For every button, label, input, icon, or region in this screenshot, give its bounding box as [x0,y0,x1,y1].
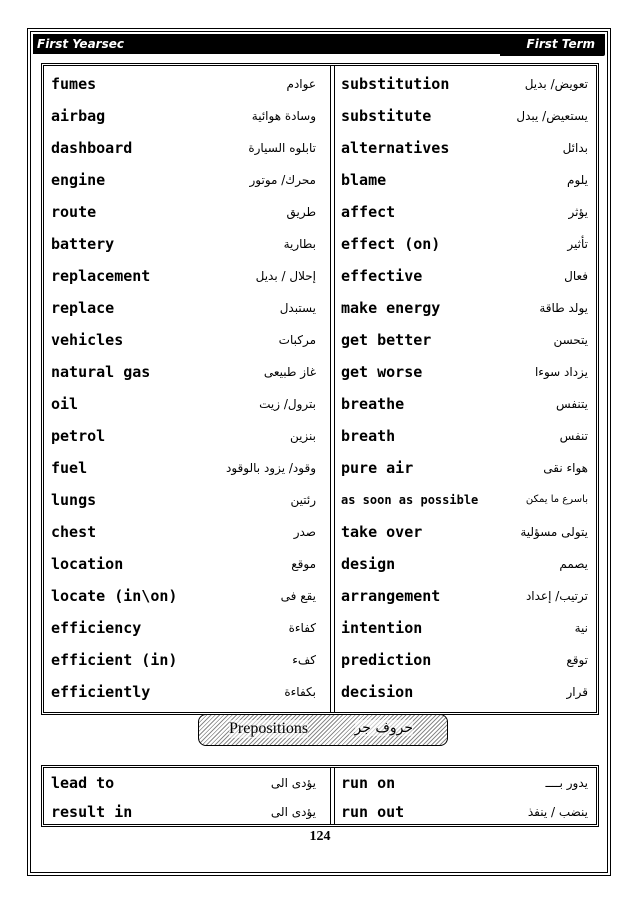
table-row [44,484,596,516]
table-row [44,292,596,324]
arabic-meaning: يلوم [567,173,588,187]
english-term: airbag [51,107,106,125]
arabic-meaning: غاز طبيعى [263,365,316,379]
prepositions-banner [198,714,448,746]
table-row [44,798,596,827]
arabic-meaning: بطارية [283,237,316,251]
header-right-text: First Term [526,37,595,51]
english-term: breath [341,427,396,445]
arabic-meaning: باسرع ما يمكن [525,494,588,505]
english-term: decision [341,683,414,701]
english-term: dashboard [51,139,133,157]
prepositions-label-ar: حروف جر [354,720,413,736]
arabic-meaning: بنزين [289,429,316,443]
table-row [44,580,596,612]
vocabulary-table [41,63,599,715]
table-row [44,260,596,292]
arabic-meaning: يستبدل [279,301,316,315]
arabic-meaning: تنفس [559,429,588,443]
arabic-meaning: يؤدى الى [270,805,316,819]
arabic-meaning: قرار [566,685,588,699]
english-term: route [51,203,97,221]
table-row [44,68,596,100]
arabic-meaning: إحلال / بديل [255,269,316,283]
table-row [44,100,596,132]
english-term: oil [51,395,79,413]
english-term: petrol [51,427,106,445]
english-term: effective [341,267,423,285]
english-term: result in [51,803,133,821]
page-number: 124 [309,829,331,844]
arabic-meaning: رئتين [290,493,316,507]
arabic-meaning: وقود/ يزود بالوقود [226,461,316,475]
arabic-meaning: كفاءة [288,621,316,635]
english-term: arrangement [341,587,441,605]
english-term: intention [341,619,423,637]
arabic-meaning: عوادم [286,77,316,91]
header-left-text: First Yearsec [37,37,124,51]
arabic-meaning: توقع [566,653,588,667]
arabic-meaning: تابلوه السيارة [248,141,316,155]
english-term: run out [341,803,405,821]
arabic-meaning: يتحسن [553,333,588,347]
arabic-meaning: يقع فى [280,589,316,603]
english-term: breathe [341,395,405,413]
english-term: as soon as possible [341,493,479,507]
english-term: get better [341,331,432,349]
arabic-meaning: تعويض/ بديل [524,77,588,91]
english-term: take over [341,523,423,541]
table-row [44,516,596,548]
table-row [44,388,596,420]
english-term: replace [51,299,115,317]
english-term: natural gas [51,363,151,381]
arabic-meaning: يصمم [559,557,588,571]
table-row [44,324,596,356]
english-term: pure air [341,459,414,477]
english-term: fuel [51,459,88,477]
table-row [44,769,596,798]
table-row [44,452,596,484]
arabic-meaning: بكفاءة [284,685,316,699]
arabic-meaning: صدر [293,525,316,539]
arabic-meaning: ينضب / ينفذ [527,805,588,819]
english-term: effect (on) [341,235,441,253]
english-term: replacement [51,267,151,285]
table-row [44,676,596,708]
arabic-meaning: ترتيب/ إعداد [525,589,588,603]
prepositions-label-en: Prepositions [229,720,309,737]
english-term: fumes [51,75,97,93]
arabic-meaning: يزداد سوءا [534,365,588,379]
table-row [44,548,596,580]
english-term: run on [341,774,396,792]
arabic-meaning: يتولى مسؤلية [520,525,588,539]
english-term: prediction [341,651,432,669]
arabic-meaning: يدور بــــ [545,776,588,790]
arabic-meaning: مركبات [278,333,316,347]
english-term: design [341,555,396,573]
english-term: efficiency [51,619,142,637]
english-term: lungs [51,491,97,509]
english-term: efficient (in) [51,651,178,669]
arabic-meaning: يؤدى الى [270,776,316,790]
arabic-meaning: موقع [291,557,316,571]
arabic-meaning: يستعيض/ يبدل [516,109,588,123]
arabic-meaning: تأثير [567,237,588,251]
english-term: affect [341,203,396,221]
english-term: alternatives [341,139,450,157]
english-term: chest [51,523,97,541]
table-row [44,356,596,388]
arabic-meaning: فعال [564,269,588,283]
english-term: get worse [341,363,423,381]
english-term: substitute [341,107,432,125]
arabic-meaning: وسادة هوائية [251,109,316,123]
arabic-meaning: يولد طاقة [539,301,588,315]
arabic-meaning: بترول/ زيت [259,397,316,411]
english-term: battery [51,235,115,253]
english-term: locate (in\on) [51,587,178,605]
arabic-meaning: يتنفس [556,397,588,411]
english-term: vehicles [51,331,124,349]
english-term: make energy [341,299,441,317]
arabic-meaning: نية [574,621,588,635]
arabic-meaning: هواء نقى [543,461,588,475]
table-row [44,644,596,676]
english-term: location [51,555,124,573]
table-row [44,132,596,164]
english-term: substitution [341,75,450,93]
english-term: engine [51,171,106,189]
arabic-meaning: طريق [286,205,316,219]
table-row [44,196,596,228]
table-row [44,612,596,644]
arabic-meaning: يؤثر [568,205,588,219]
table-row [44,164,596,196]
english-term: lead to [51,774,115,792]
table-row [44,228,596,260]
arabic-meaning: كفء [292,653,316,667]
english-term: efficiently [51,683,151,701]
page-header [33,34,599,54]
table-row [44,420,596,452]
arabic-meaning: محرك/ موتور [249,173,316,187]
arabic-meaning: بدائل [562,141,588,155]
english-term: blame [341,171,387,189]
prepositions-table [41,765,599,827]
